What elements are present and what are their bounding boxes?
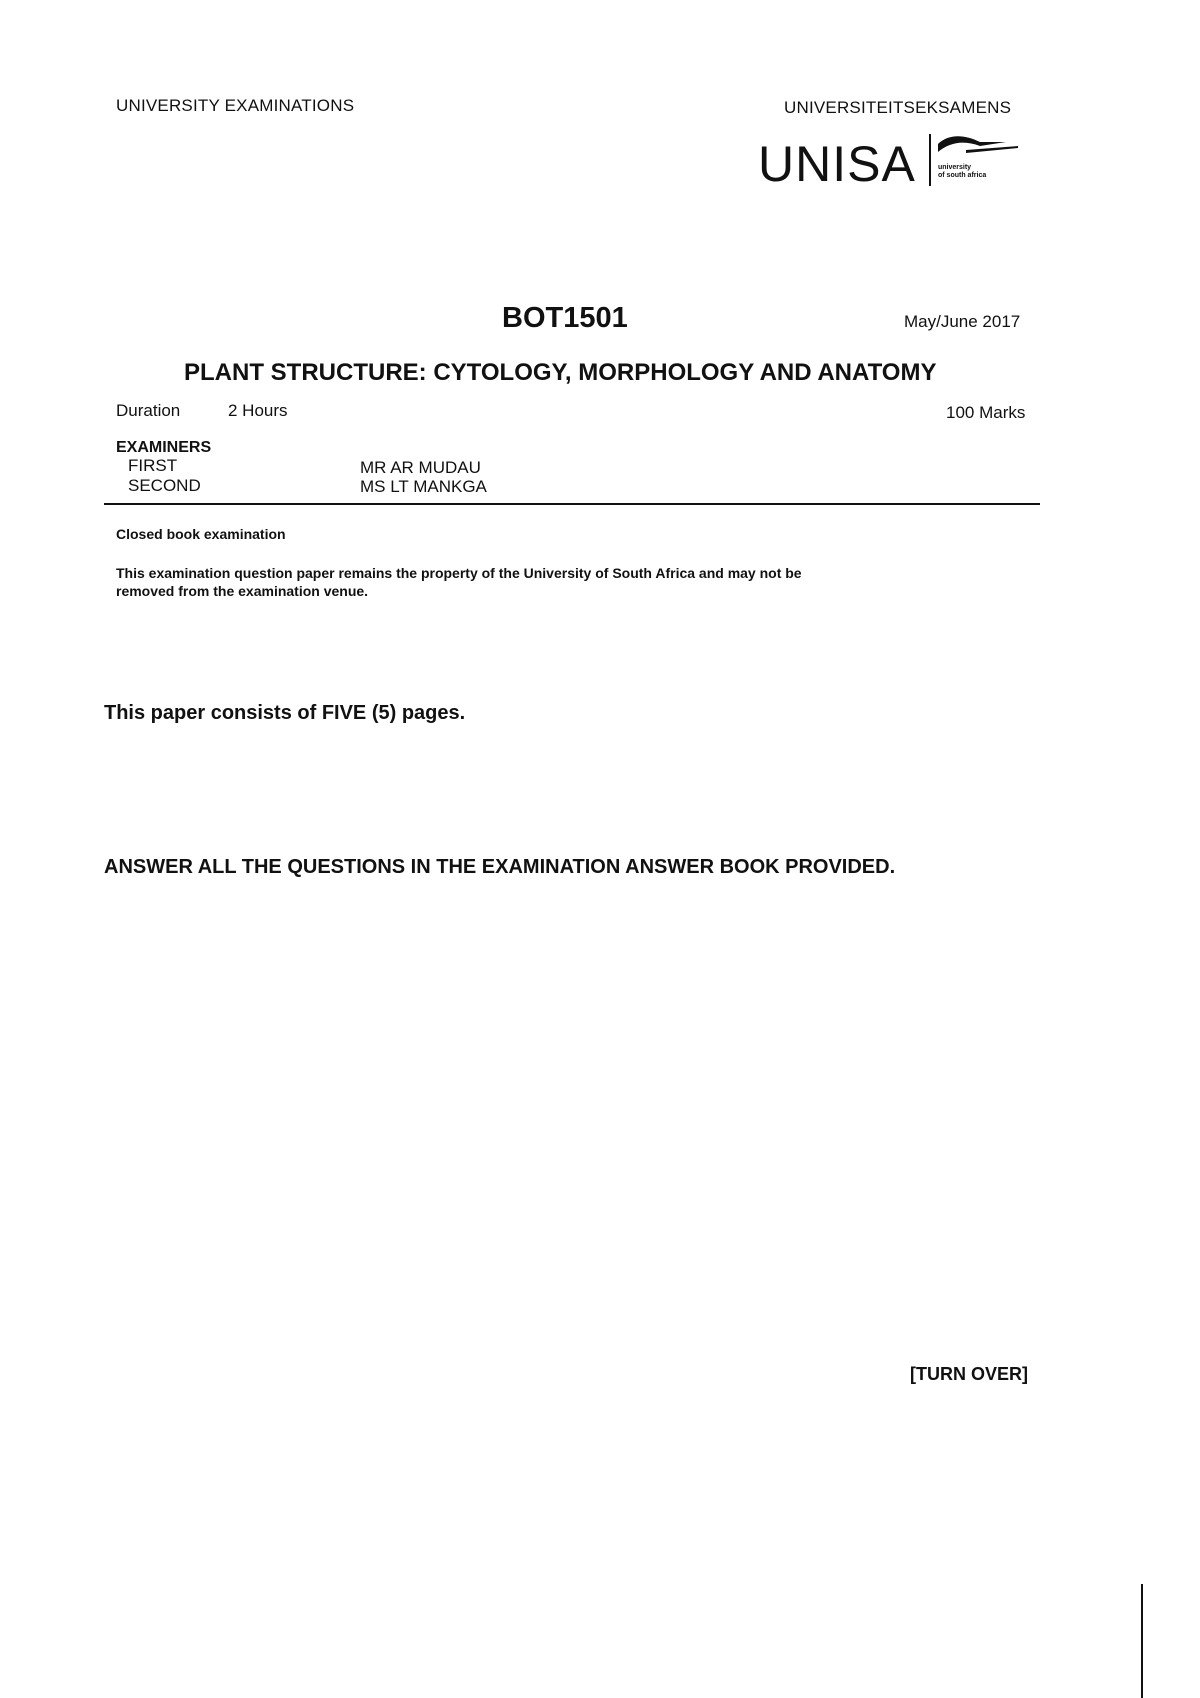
logo-emblem-icon — [936, 132, 1020, 158]
logo-divider — [929, 134, 931, 186]
examiner-first-role: FIRST — [128, 456, 178, 475]
answer-instruction: ANSWER ALL THE QUESTIONS IN THE EXAMINATION ANSWER BOOK PROVIDED. — [104, 856, 896, 878]
total-marks: 100 Marks — [946, 403, 1026, 422]
property-note — [116, 564, 802, 600]
course-code: BOT1501 — [502, 302, 628, 334]
header-left-label: UNIVERSITY EXAMINATIONS — [116, 96, 355, 115]
duration-label: Duration — [116, 401, 181, 420]
course-title: PLANT STRUCTURE: CYTOLOGY, MORPHOLOGY AND ANATOMY — [184, 359, 937, 386]
header-divider-line — [104, 503, 1040, 505]
property-note-line2: removed from the examination venue. — [116, 583, 369, 599]
examiner-second-role: SECOND — [128, 476, 201, 495]
duration-value: 2 Hours — [228, 401, 288, 420]
examiner-second-name: MS LT MANKGA — [360, 477, 487, 496]
examiners-heading: EXAMINERS — [116, 439, 212, 456]
logo-wordmark: UNISA — [758, 136, 916, 192]
property-note-line1: This examination question paper remains the property of the University of South Africa and may not be — [116, 565, 802, 581]
turn-over-label: [TURN OVER] — [910, 1364, 1028, 1384]
closed-book-note: Closed book examination — [116, 526, 286, 542]
header-right-label: UNIVERSITEITSEKSAMENS — [784, 98, 1012, 117]
logo-tagline-line2: of south africa — [938, 172, 987, 179]
page-count-note: This paper consists of FIVE (5) pages. — [104, 702, 466, 724]
exam-date: May/June 2017 — [904, 312, 1021, 331]
examiner-first-name: MR AR MUDAU — [360, 458, 481, 477]
logo-tagline — [938, 164, 986, 180]
logo-tagline-line1: university — [938, 164, 972, 171]
scan-edge-mark — [1141, 1584, 1143, 1698]
